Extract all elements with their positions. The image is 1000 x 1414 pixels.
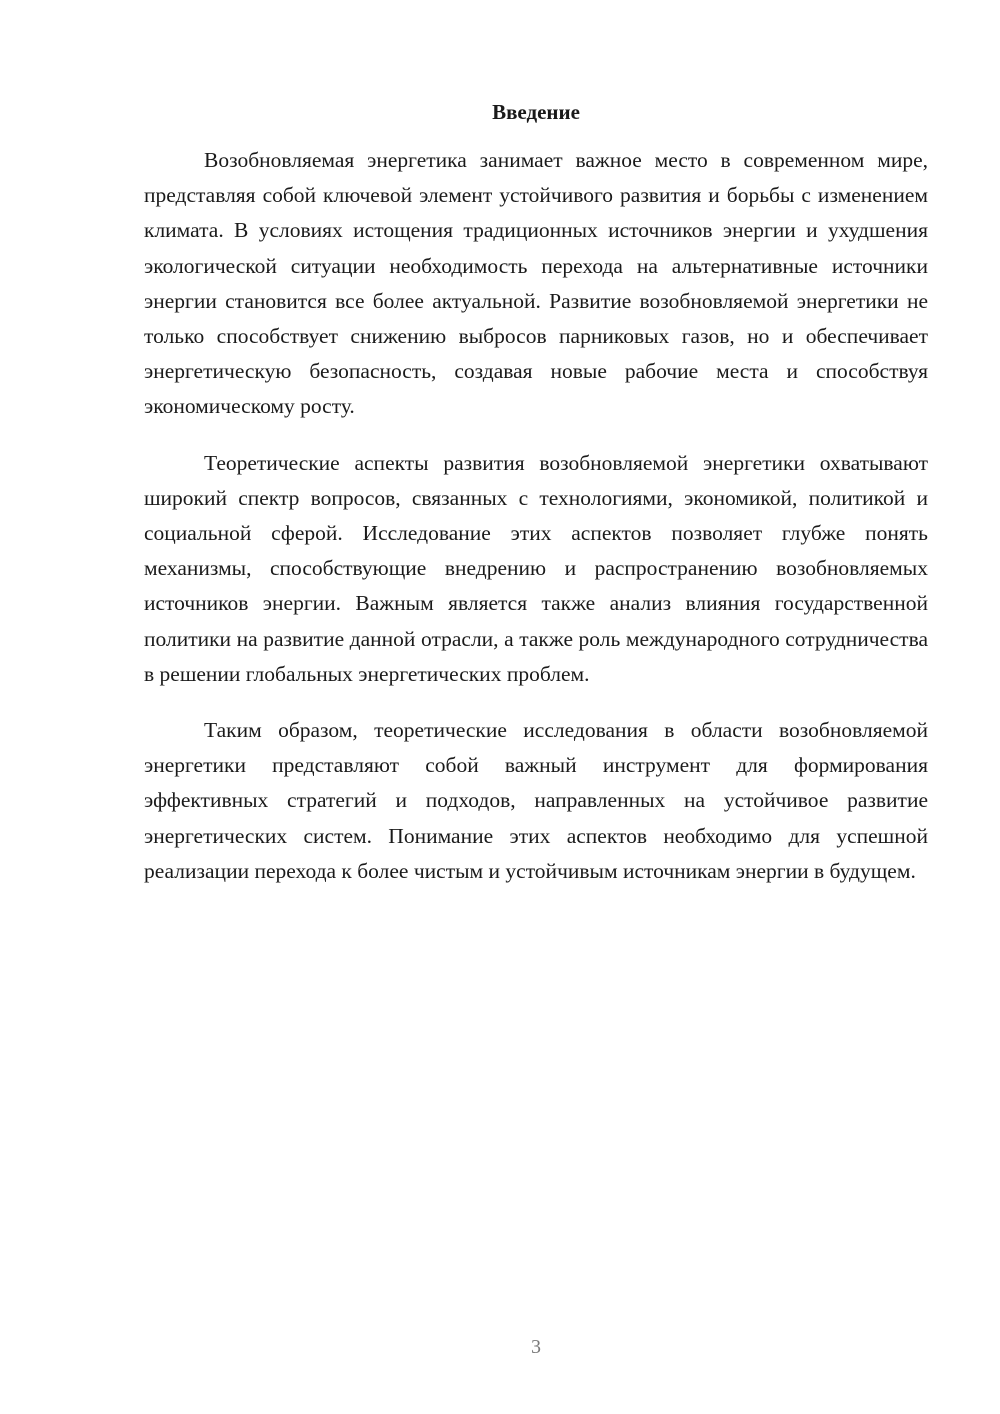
page-number: 3 bbox=[531, 1336, 541, 1358]
paragraph-3: Таким образом, теоретические исследования в области возобновляемой энергетики представляют собой важный инструмент для формирования эффективных стратегий и подходов, направленных на устойчивое развитие энергетических систем. Понимание этих аспектов необходимо для успешной реализации перехода к более чистым и устойчивым источникам энергии в будущем. bbox=[144, 718, 928, 883]
paragraph-1: Возобновляемая энергетика занимает важное место в современном мире, представляя собой ключевой элемент устойчивого развития и борьбы с изменением климата. В условиях истощения традиционных источников энергии и ухудшения экологической ситуации необходимость перехода на альтернативные источники энергии становится все более актуальной. Развитие возобновляемой энергетики не только способствует снижению выбросов парниковых газов, но и обеспечивает энергетическую безопасность, создавая новые рабочие места и способствуя экономическому росту. bbox=[144, 148, 928, 419]
document-body bbox=[144, 143, 928, 910]
paragraph-2: Теоретические аспекты развития возобновляемой энергетики охватывают широкий спектр вопросов, связанных с технологиями, экономикой, политикой и социальной сферой. Исследование этих аспектов позволяет глубже понять механизмы, способствующие внедрению и распространению возобновляемых источников энергии. Важным является также анализ влияния государственной политики на развитие данной отрасли, а также роль международного сотрудничества в решении глобальных энергетических проблем. bbox=[144, 450, 928, 686]
section-title: Введение bbox=[492, 100, 580, 124]
